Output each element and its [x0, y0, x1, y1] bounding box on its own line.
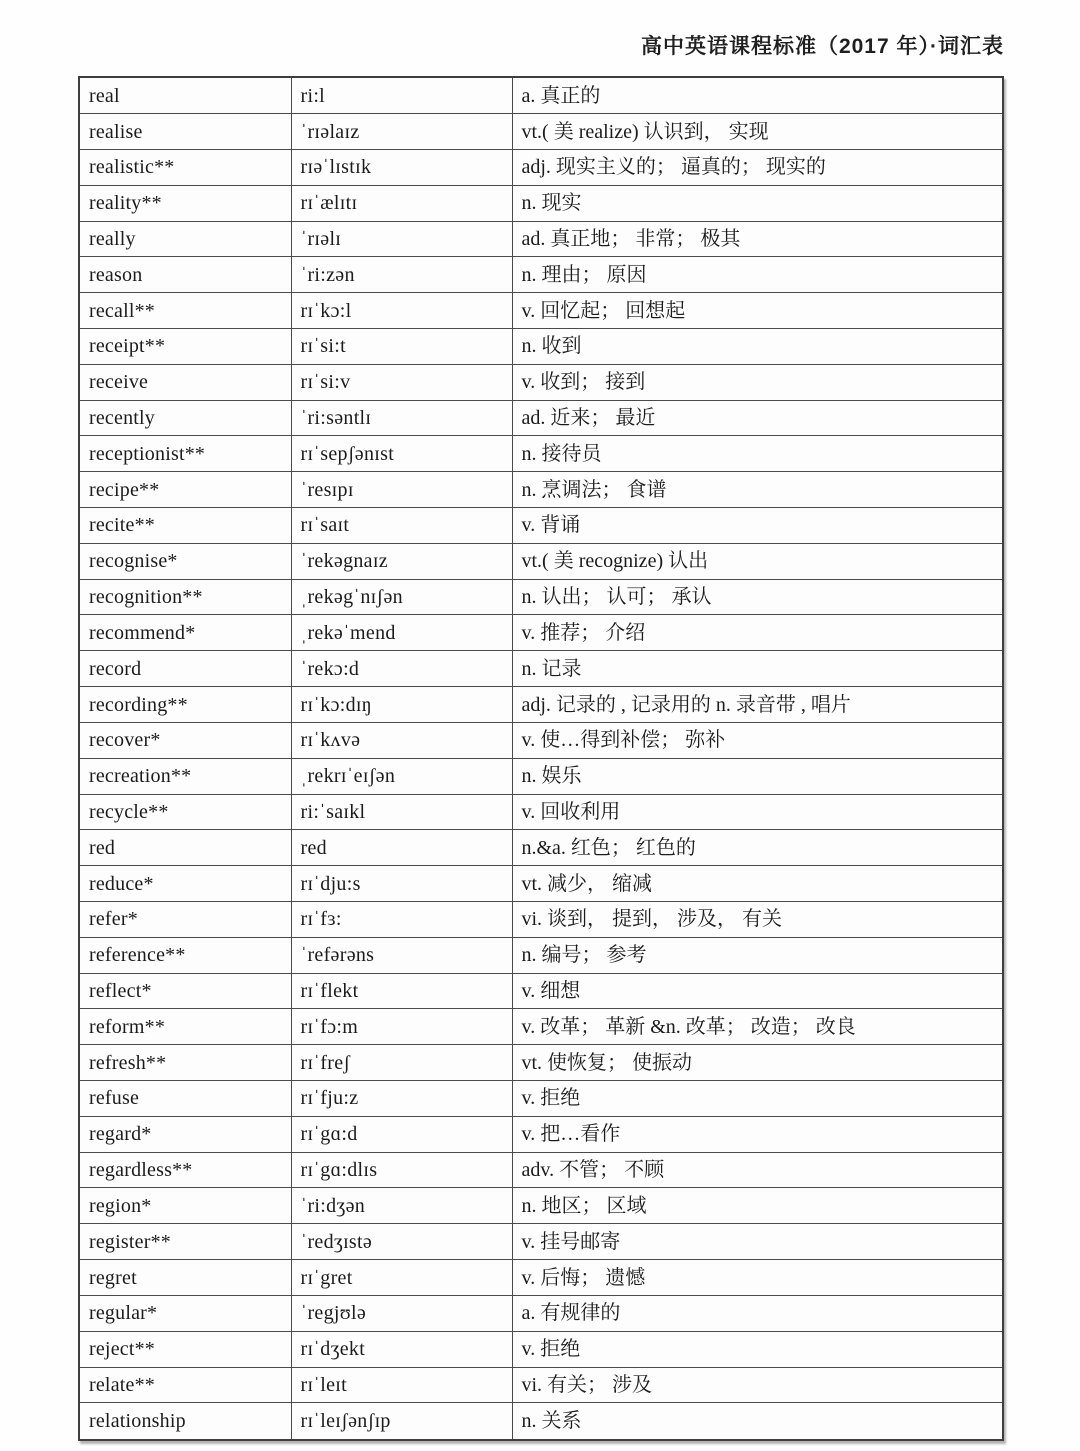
phon-cell: rɪˈfju:z	[291, 1081, 512, 1117]
def-cell: n. 关系	[512, 1403, 1003, 1440]
phon-cell: ˈrekəgnaɪz	[291, 543, 512, 579]
phon-cell: ˈri:səntlɪ	[291, 400, 512, 436]
phon-cell: rɪˈleɪʃənʃɪp	[291, 1403, 512, 1440]
table-row	[79, 1260, 1003, 1296]
word-cell: regard*	[79, 1116, 291, 1152]
word-cell: record	[79, 651, 291, 687]
table-row	[79, 1295, 1003, 1331]
def-cell: vi. 谈到， 提到， 涉及， 有关	[512, 901, 1003, 937]
def-cell: v. 推荐； 介绍	[512, 615, 1003, 651]
def-cell: v. 把…看作	[512, 1116, 1003, 1152]
phon-cell: rɪˈdʒekt	[291, 1331, 512, 1367]
def-cell: v. 回收利用	[512, 794, 1003, 830]
table-row	[79, 1116, 1003, 1152]
def-cell: n. 现实	[512, 185, 1003, 221]
def-cell: v. 细想	[512, 973, 1003, 1009]
word-cell: reference**	[79, 937, 291, 973]
phon-cell: ˈri:zən	[291, 257, 512, 293]
word-cell: refer*	[79, 901, 291, 937]
table-row	[79, 436, 1003, 472]
phon-cell: ˈresɪpɪ	[291, 472, 512, 508]
word-cell: reject**	[79, 1331, 291, 1367]
phon-cell: ˈrefərəns	[291, 937, 512, 973]
def-cell: v. 收到； 接到	[512, 364, 1003, 400]
table-row	[79, 937, 1003, 973]
phon-cell: rɪˈsepʃənɪst	[291, 436, 512, 472]
word-cell: regular*	[79, 1295, 291, 1331]
table-row	[79, 1403, 1003, 1440]
def-cell: n. 地区； 区域	[512, 1188, 1003, 1224]
phon-cell: ˌrekrɪˈeɪʃən	[291, 758, 512, 794]
vocab-table-body	[79, 77, 1003, 1440]
table-row	[79, 221, 1003, 257]
def-cell: v. 拒绝	[512, 1331, 1003, 1367]
table-row	[79, 149, 1003, 185]
word-cell: reduce*	[79, 866, 291, 902]
phon-cell: ri:l	[291, 77, 512, 114]
table-row	[79, 830, 1003, 866]
def-cell: ad. 真正地； 非常； 极其	[512, 221, 1003, 257]
word-cell: relate**	[79, 1367, 291, 1403]
def-cell: a. 有规律的	[512, 1295, 1003, 1331]
table-row	[79, 758, 1003, 794]
word-cell: reform**	[79, 1009, 291, 1045]
vocab-table	[78, 76, 1004, 1441]
table-row	[79, 508, 1003, 544]
def-cell: n. 娱乐	[512, 758, 1003, 794]
phon-cell: rɪˈfreʃ	[291, 1045, 512, 1081]
def-cell: v. 拒绝	[512, 1081, 1003, 1117]
phon-cell: rɪəˈlɪstɪk	[291, 149, 512, 185]
table-row	[79, 472, 1003, 508]
table-row	[79, 364, 1003, 400]
phon-cell: ˈrɪəlaɪz	[291, 114, 512, 150]
phon-cell: rɪˈælɪtɪ	[291, 185, 512, 221]
word-cell: receipt**	[79, 328, 291, 364]
word-cell: realise	[79, 114, 291, 150]
word-cell: reason	[79, 257, 291, 293]
phon-cell: ri:ˈsaɪkl	[291, 794, 512, 830]
word-cell: refresh**	[79, 1045, 291, 1081]
def-cell: v. 改革； 革新 &n. 改革； 改造； 改良	[512, 1009, 1003, 1045]
def-cell: n.&a. 红色； 红色的	[512, 830, 1003, 866]
table-row	[79, 901, 1003, 937]
phon-cell: red	[291, 830, 512, 866]
phon-cell: rɪˈgɑ:d	[291, 1116, 512, 1152]
table-row	[79, 77, 1003, 114]
word-cell: recover*	[79, 722, 291, 758]
def-cell: v. 回忆起； 回想起	[512, 293, 1003, 329]
table-row	[79, 293, 1003, 329]
table-row	[79, 1081, 1003, 1117]
phon-cell: rɪˈfɔ:m	[291, 1009, 512, 1045]
def-cell: adj. 现实主义的； 逼真的； 现实的	[512, 149, 1003, 185]
word-cell: recite**	[79, 508, 291, 544]
def-cell: n. 编号； 参考	[512, 937, 1003, 973]
table-row	[79, 185, 1003, 221]
def-cell: vt. 减少， 缩减	[512, 866, 1003, 902]
phon-cell: ˈrɪəlɪ	[291, 221, 512, 257]
word-cell: recall**	[79, 293, 291, 329]
def-cell: v. 后悔； 遗憾	[512, 1260, 1003, 1296]
word-cell: refuse	[79, 1081, 291, 1117]
phon-cell: rɪˈsi:v	[291, 364, 512, 400]
def-cell: n. 认出； 认可； 承认	[512, 579, 1003, 615]
word-cell: register**	[79, 1224, 291, 1260]
word-cell: real	[79, 77, 291, 114]
def-cell: adv. 不管； 不顾	[512, 1152, 1003, 1188]
word-cell: realistic**	[79, 149, 291, 185]
word-cell: recycle**	[79, 794, 291, 830]
word-cell: red	[79, 830, 291, 866]
phon-cell: ˈrekɔ:d	[291, 651, 512, 687]
phon-cell: ˌrekəgˈnɪʃən	[291, 579, 512, 615]
table-row	[79, 1367, 1003, 1403]
def-cell: n. 收到	[512, 328, 1003, 364]
def-cell: v. 挂号邮寄	[512, 1224, 1003, 1260]
table-row	[79, 1224, 1003, 1260]
phon-cell: rɪˈdju:s	[291, 866, 512, 902]
table-row	[79, 1045, 1003, 1081]
table-row	[79, 543, 1003, 579]
table-row	[79, 1188, 1003, 1224]
def-cell: ad. 近来； 最近	[512, 400, 1003, 436]
table-row	[79, 1009, 1003, 1045]
word-cell: recommend*	[79, 615, 291, 651]
def-cell: a. 真正的	[512, 77, 1003, 114]
table-row	[79, 722, 1003, 758]
phon-cell: rɪˈkɔ:l	[291, 293, 512, 329]
word-cell: reflect*	[79, 973, 291, 1009]
table-row	[79, 1152, 1003, 1188]
def-cell: vt.( 美 recognize) 认出	[512, 543, 1003, 579]
phon-cell: rɪˈsi:t	[291, 328, 512, 364]
phon-cell: rɪˈkʌvə	[291, 722, 512, 758]
word-cell: regardless**	[79, 1152, 291, 1188]
phon-cell: rɪˈfɜ:	[291, 901, 512, 937]
table-row	[79, 114, 1003, 150]
table-row	[79, 579, 1003, 615]
table-row	[79, 257, 1003, 293]
def-cell: v. 背诵	[512, 508, 1003, 544]
table-row	[79, 794, 1003, 830]
table-row	[79, 400, 1003, 436]
table-row	[79, 687, 1003, 723]
phon-cell: ˈregjʊlə	[291, 1295, 512, 1331]
def-cell: vt.( 美 realize) 认识到， 实现	[512, 114, 1003, 150]
def-cell: n. 记录	[512, 651, 1003, 687]
page-title: 高中英语课程标准（2017 年）·词汇表	[640, 35, 1004, 58]
table-row	[79, 615, 1003, 651]
phon-cell: ˌrekəˈmend	[291, 615, 512, 651]
def-cell: v. 使…得到补偿； 弥补	[512, 722, 1003, 758]
word-cell: reality**	[79, 185, 291, 221]
phon-cell: rɪˈleɪt	[291, 1367, 512, 1403]
table-row	[79, 651, 1003, 687]
phon-cell: rɪˈflekt	[291, 973, 512, 1009]
phon-cell: rɪˈgret	[291, 1260, 512, 1296]
word-cell: recipe**	[79, 472, 291, 508]
word-cell: regret	[79, 1260, 291, 1296]
word-cell: relationship	[79, 1403, 291, 1440]
def-cell: vi. 有关； 涉及	[512, 1367, 1003, 1403]
word-cell: recognise*	[79, 543, 291, 579]
phon-cell: rɪˈsaɪt	[291, 508, 512, 544]
word-cell: region*	[79, 1188, 291, 1224]
word-cell: recreation**	[79, 758, 291, 794]
word-cell: receive	[79, 364, 291, 400]
word-cell: recognition**	[79, 579, 291, 615]
table-row	[79, 973, 1003, 1009]
def-cell: adj. 记录的 , 记录用的 n. 录音带 , 唱片	[512, 687, 1003, 723]
table-row	[79, 328, 1003, 364]
table-row	[79, 1331, 1003, 1367]
def-cell: n. 接待员	[512, 436, 1003, 472]
phon-cell: rɪˈgɑ:dlɪs	[291, 1152, 512, 1188]
phon-cell: ˈri:dʒən	[291, 1188, 512, 1224]
def-cell: n. 烹调法； 食谱	[512, 472, 1003, 508]
word-cell: recording**	[79, 687, 291, 723]
word-cell: recently	[79, 400, 291, 436]
table-row	[79, 866, 1003, 902]
phon-cell: ˈredʒɪstə	[291, 1224, 512, 1260]
def-cell: n. 理由； 原因	[512, 257, 1003, 293]
phon-cell: rɪˈkɔ:dɪŋ	[291, 687, 512, 723]
word-cell: receptionist**	[79, 436, 291, 472]
word-cell: really	[79, 221, 291, 257]
def-cell: vt. 使恢复； 使振动	[512, 1045, 1003, 1081]
